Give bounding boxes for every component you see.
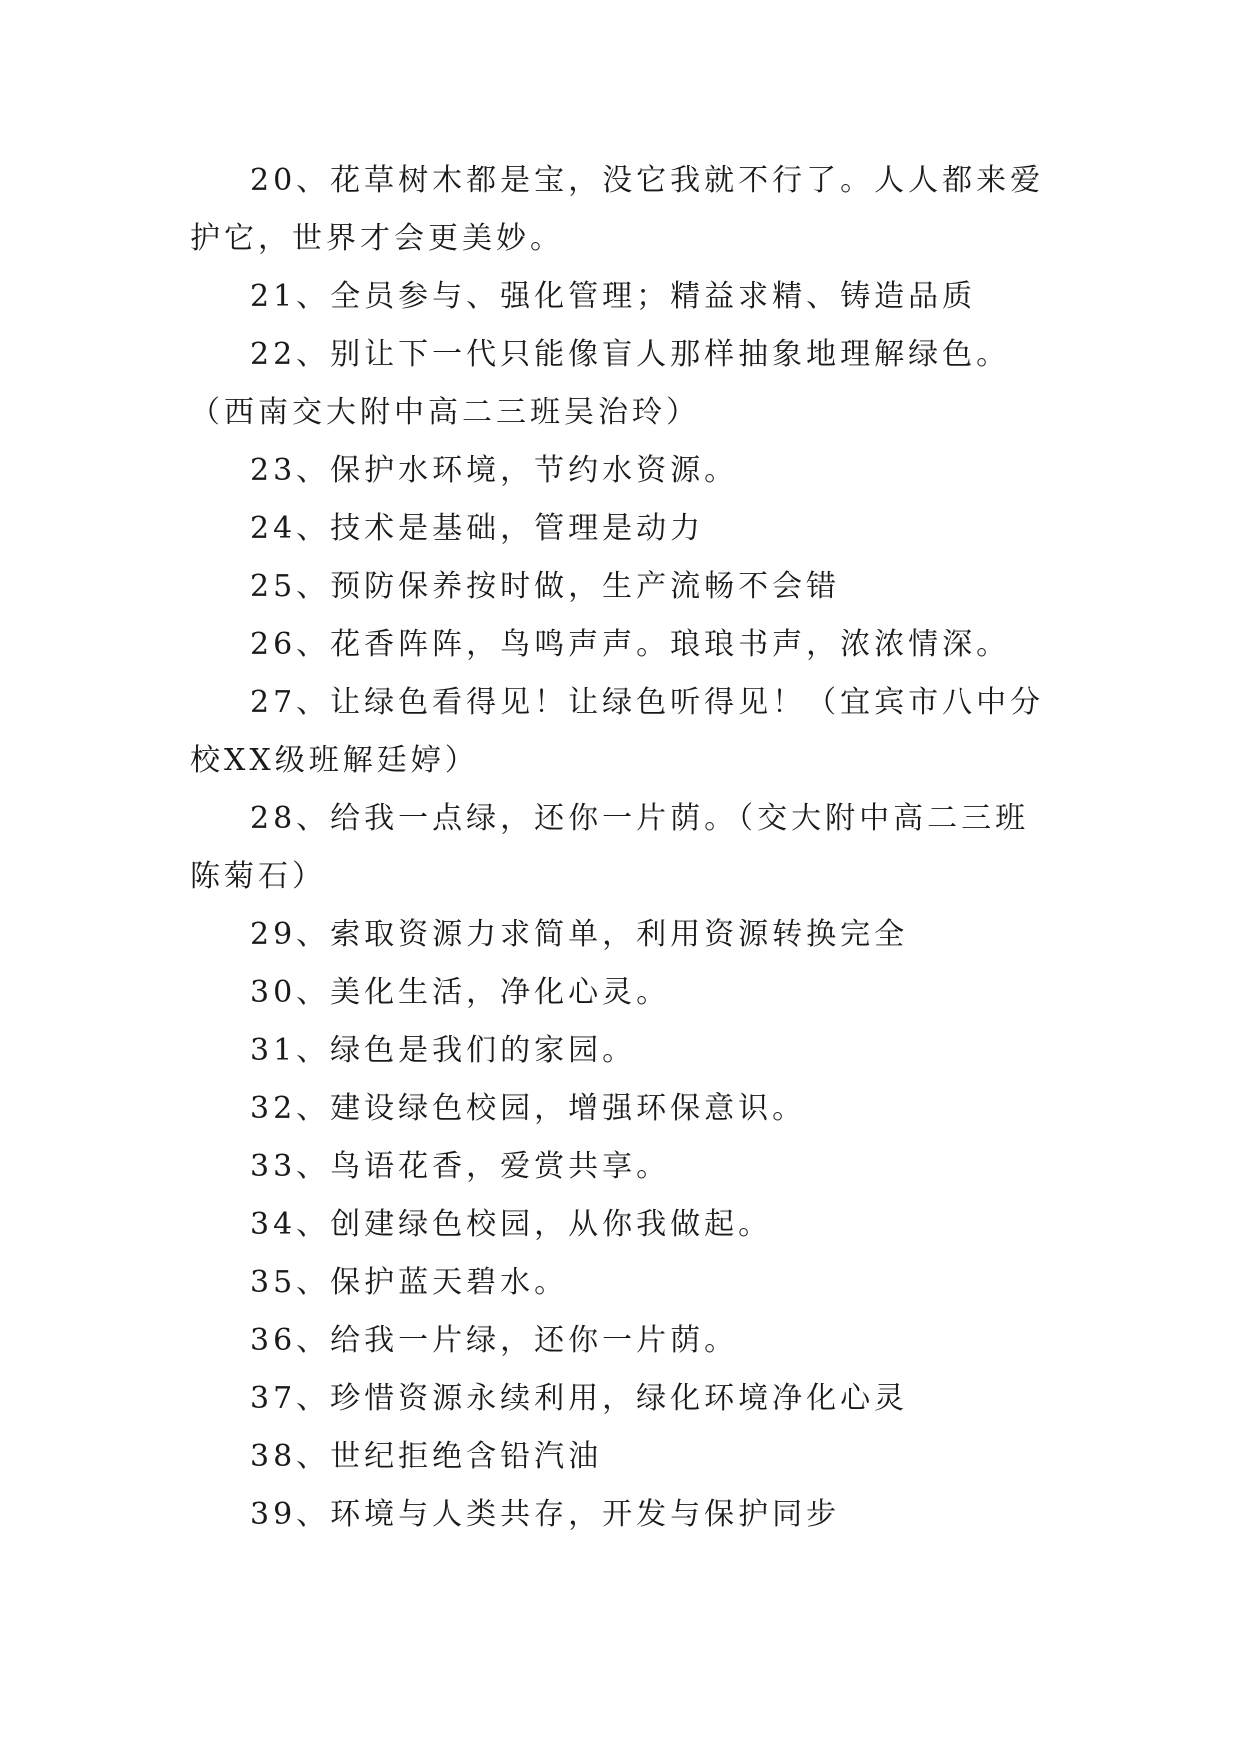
slogan-paragraph: 38、世纪拒绝含铅汽油 [250, 1439, 603, 1474]
slogan-paragraph: 39、环境与人类共存，开发与保护同步 [250, 1497, 841, 1532]
slogan-paragraph: 36、给我一片绿，还你一片荫。 [250, 1323, 739, 1358]
slogan-paragraph: 28、给我一点绿，还你一片荫。（交大附中高二三班陈菊石） [190, 801, 1030, 894]
slogan-paragraph: 27、让绿色看得见！让绿色听得见！（宜宾市八中分校XX级班解廷婷） [190, 685, 1045, 778]
slogan-paragraph: 20、花草树木都是宝，没它我就不行了。人人都来爱护它，世界才会更美妙。 [190, 163, 1045, 256]
slogan-paragraph: 35、保护蓝天碧水。 [250, 1265, 569, 1300]
slogan-paragraph: 30、美化生活，净化心灵。 [250, 975, 671, 1010]
slogan-paragraph: 22、别让下一代只能像盲人那样抽象地理解绿色。（西南交大附中高二三班吴治玲） [190, 337, 1011, 430]
slogan-paragraph: 26、花香阵阵，鸟鸣声声。琅琅书声，浓浓情深。 [250, 627, 1011, 662]
slogan-paragraph: 21、全员参与、强化管理；精益求精、铸造品质 [250, 279, 977, 314]
slogan-paragraph: 24、技术是基础，管理是动力 [250, 511, 705, 546]
slogan-paragraph: 29、索取资源力求简单，利用资源转换完全 [250, 917, 909, 952]
slogan-paragraph: 32、建设绿色校园，增强环保意识。 [250, 1091, 807, 1126]
slogan-paragraph: 23、保护水环境，节约水资源。 [250, 453, 739, 488]
document-body [190, 152, 1060, 1544]
slogan-paragraph: 34、创建绿色校园，从你我做起。 [250, 1207, 773, 1242]
slogan-paragraph: 31、绿色是我们的家园。 [250, 1033, 637, 1068]
slogan-paragraph: 25、预防保养按时做，生产流畅不会错 [250, 569, 841, 604]
slogan-paragraph: 33、鸟语花香，爱赏共享。 [250, 1149, 671, 1184]
slogan-paragraph: 37、珍惜资源永续利用，绿化环境净化心灵 [250, 1381, 909, 1416]
